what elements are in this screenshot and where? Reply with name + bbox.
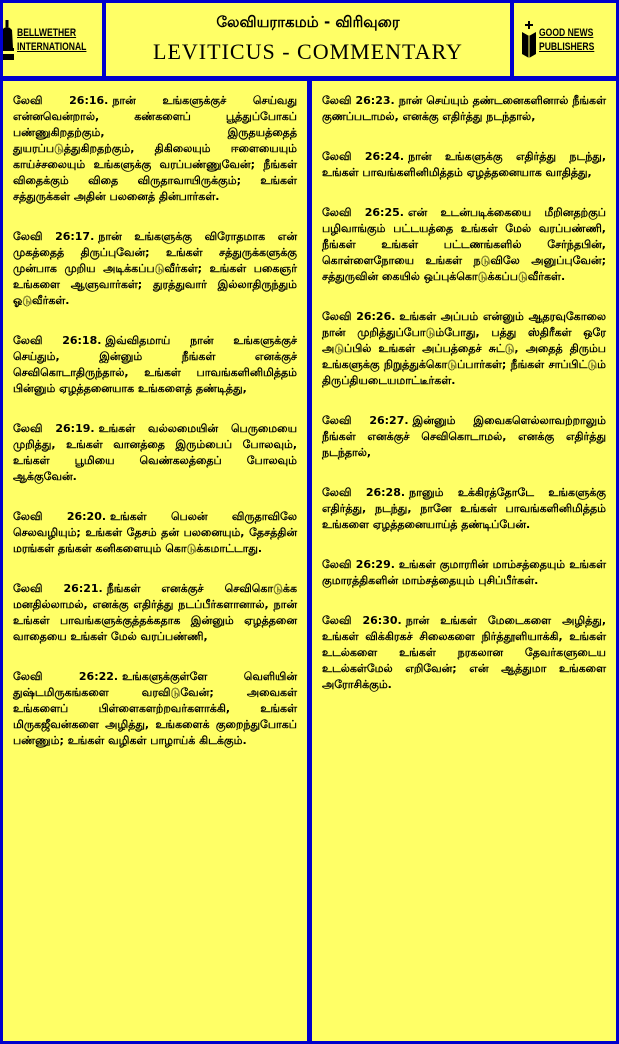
verse-text: நான் உங்களுக்கு விரோதமாக என் முகத்தைத் திருப்புவேன்; உங்கள் சத்துருக்களுக்கு முன்பாக முறிய அடிக்கப்படுவீர்கள்; உங்கள் பகைஞர் உங்களை ஆளுவார்கள்; துரத்துவார் இல்லாதிருந்தும் ஓடுவீர்கள். [13,230,298,307]
verse-text: உங்களுக்குள்ளே வெளியின் துஷ்டமிருகங்களை வரவிடுவேன்; அவைகள் உங்களைப் பிள்ளைகளற்றவர்களாக்கி, உங்கள் மிருகஜீவன்களை அழித்து, உங்களைக் குறைந்துபோகப் பண்ணும்; உங்கள் வழிகள் பாழாய்க் கிடக்கும். [13,670,297,747]
page-title-tamil: லேவியராகமம் - விரிவுரை [216,13,400,31]
verse [13,421,297,485]
verse [13,581,297,645]
verse-ref: லேவி 26:23. [322,94,395,107]
left-column [3,81,307,1041]
bellwether-logo-line1: BELLWETHER [17,26,77,39]
verse-text: நானும் உக்கிரத்தோடே உங்களுக்கு எதிர்த்து, நடந்து, நானே உங்கள் பாவங்களினிமித்தம் உங்களை ஏழத்தனையாய்த் தண்டிப்பேன். [322,486,606,531]
bellwether-logo-text [17,26,86,54]
verse-text: நான் உங்கள் மேடைகளை அழித்து, உங்கள் விக்கிரகச் சிலைகளை நிர்த்தூளியாக்கி, உங்கள் உடல்களை உங்கள் நரகலான தேவர்களுடைய உடல்கள்மேல் எறிவேன்; என் ஆத்துமா உங்களை அரோசிக்கும். [322,614,607,691]
verse-ref: லேவி 26:27. [322,414,409,427]
verse [322,613,606,693]
verse [322,309,606,389]
verse-ref: லேவி 26:17. [13,230,95,243]
verse [13,229,297,309]
verse-ref: லேவி 26:21. [13,582,103,595]
verse-text: என் உடன்படிக்கையை மீறினதற்குப் பழிவாங்கும் பட்டயத்தை உங்கள் மேல் வரப்பண்ணி, நீங்கள் உங்கள் பட்டணங்களில் சேர்ந்தபின், கொள்ளைநோயை உங்கள் நடுவிலே அனுப்புவேன்; சத்துருவின் கையில் ஒப்புக்கொடுக்கப்படுவீர்கள். [322,206,606,283]
verse-text: நான் உங்களுக்கு எதிர்த்து நடந்து, உங்கள் பாவங்களினிமித்தம் ஏழத்தனையாக வாதித்து, [322,150,606,179]
verse [322,413,606,461]
verse [13,509,297,557]
page-title-english: LEVITICUS - COMMENTARY [153,39,463,64]
verse-ref: லேவி 26:18. [13,334,102,347]
book-icon [521,18,537,62]
verse-text: உங்கள் பெலன் விருதாவிலே செலவழியும்; உங்கள் தேசம் தன் பலனையும், தேசத்தின் மரங்கள் தங்கள் கனிகளையும் கொடுக்கமாட்டாது. [13,510,297,555]
verse-text: உங்கள் அப்பம் என்னும் ஆதரவுகோலை நான் முறித்துப்போடும்போது, பத்து ஸ்திரீகள் ஒரே அடுப்பில் உங்கள் அப்பத்தைச் சுட்டு, அதைத் திரும்ப உங்களுக்கு நிறுத்துக்கொடுப்பார்கள்; நீங்கள் சாப்பிட்டும் திருப்தியடையமாட்டீர்கள். [322,310,607,387]
verse [13,333,297,397]
verse-ref: லேவி 26:20. [13,510,107,523]
verse-ref: லேவி 26:26. [322,310,396,323]
verse-ref: லேவி 26:22. [13,670,119,683]
verse-ref: லேவி 26:25. [322,206,404,219]
good-news-logo-text [539,26,594,54]
verse-text: நீங்கள் எனக்குச் செவிகொடுக்க மனதில்லாமல், எனக்கு எதிர்த்து நடப்பீர்களானால், நான் உங்கள் பாவங்களுக்குத்தக்கதாக இன்னும் ஏழத்தனை வாதையை உங்கள் மேல் வரப்பண்ணி, [13,582,297,643]
verse [322,485,606,533]
verse [13,669,297,749]
verse [13,93,297,205]
verse-ref: லேவி 26:29. [322,558,395,571]
bellwether-logo-line2: INTERNATIONAL [17,40,87,53]
good-news-logo [514,3,616,76]
verse-text: உங்கள் வல்லமையின் பெருமையை முறித்து, உங்கள் வானத்தை இரும்பைப் போலவும், உங்கள் பூமியை வெண்கலத்தைப் போலவும் ஆக்குவேன். [13,422,297,483]
verse-text: நான் செய்யும் தண்டனைகளினால் நீங்கள் குணப்படாமல், எனக்கு எதிர்த்து நடந்தால், [322,94,606,123]
header-title [106,3,510,76]
right-column [312,81,616,1041]
bellwether-bell-icon [3,18,15,62]
verse [322,93,606,125]
good-news-logo-line1: GOOD NEWS [538,26,593,39]
verse-ref: லேவி 26:28. [322,486,406,499]
verse-text: இவ்விதமாய் நான் உங்களுக்குச் செய்தும், இன்னும் நீங்கள் எனக்குச் செவிகொடாதிருந்தால், உங்கள் பாவங்களினிமித்தம் பின்னும் ஏழத்தனையாக உங்களைத் தண்டித்து, [13,334,297,395]
verse-text: உங்கள் குமாரரின் மாம்சத்தையும் உங்கள் குமாரத்திகளின் மாம்சத்தையும் புசிப்பீர்கள். [322,558,606,587]
verse-text: இன்னும் இவைகளெல்லாவற்றாலும் நீங்கள் எனக்குச் செவிகொடாமல், எனக்கு எதிர்த்து நடந்தால், [322,414,606,459]
verse-ref: லேவி 26:16. [13,94,109,107]
verse-ref: லேவி 26:30. [322,614,402,627]
verse-ref: லேவி 26:24. [322,150,405,163]
bellwether-logo [3,3,102,76]
verse [322,557,606,589]
verse [322,205,606,285]
verse-text: நான் உங்களுக்குச் செய்வது என்னவென்றால், கண்களைப் பூத்துப்போகப் பண்ணுகிறதற்கும், இருதயத்தைத் துயரப்படுத்துகிறதற்கும், திகிலையும் ஈளையையும் காய்ச்சலையும் உங்களுக்கு வரப்பண்ணுவேன்; நீங்கள் விதைக்கும் விதை விருதாவாயிருக்கும்; உங்கள் சத்துருக்கள் அதின் பலனைத் தின்பார்கள். [13,94,297,203]
good-news-logo-line2: PUBLISHERS [538,40,594,53]
verse-ref: லேவி 26:19. [13,422,95,435]
verse [322,149,606,181]
